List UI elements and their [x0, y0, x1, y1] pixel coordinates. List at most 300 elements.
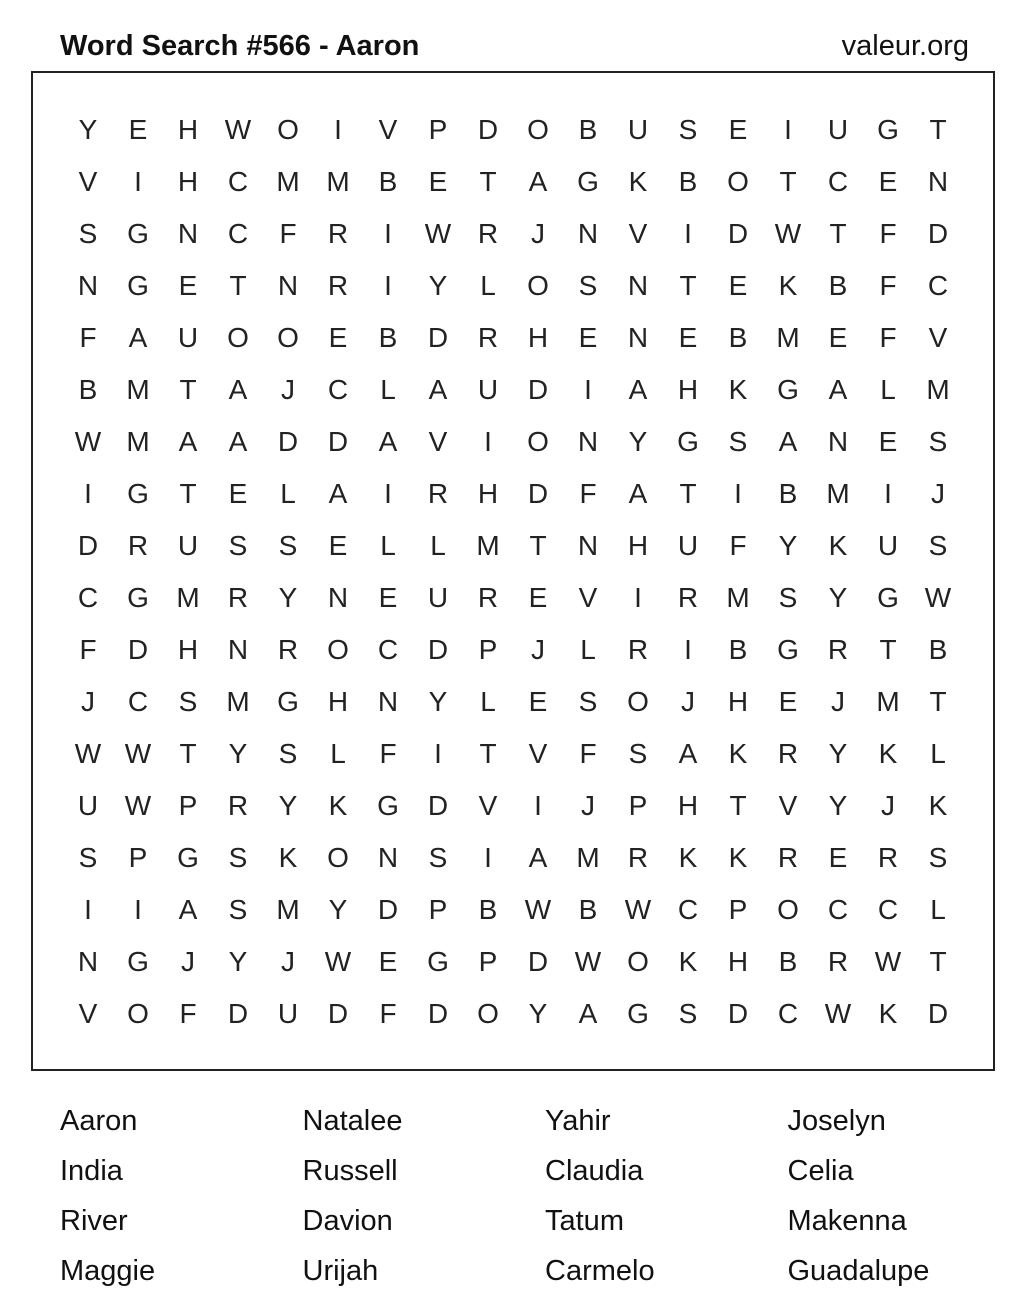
grid-letter: E: [178, 270, 198, 301]
grid-letter: P: [628, 790, 648, 821]
grid-letter: F: [379, 738, 397, 769]
grid-letter: T: [529, 530, 547, 561]
grid-letter: I: [634, 582, 642, 613]
grid-letter: R: [327, 270, 349, 301]
grid-letter: J: [531, 218, 545, 249]
grid-letter: G: [677, 426, 699, 457]
grid-letter: E: [528, 582, 548, 613]
grid-letter: G: [577, 166, 599, 197]
grid-letter: J: [931, 478, 945, 509]
grid-letter: E: [878, 426, 898, 457]
grid-letter: E: [878, 166, 898, 197]
grid-letter: L: [480, 686, 496, 717]
grid-letter: G: [777, 374, 799, 405]
word-list-item: Tatum: [545, 1205, 624, 1237]
grid-letter: S: [928, 426, 948, 457]
grid-letter: G: [427, 946, 449, 977]
grid-letter: S: [228, 842, 248, 873]
grid-letter: P: [428, 894, 448, 925]
grid-letter: O: [627, 946, 649, 977]
grid-letter: S: [678, 114, 698, 145]
grid-letter: L: [380, 374, 396, 405]
grid-letter: C: [877, 894, 899, 925]
word-list-item: India: [60, 1155, 123, 1187]
grid-letter: I: [784, 114, 792, 145]
grid-letter: U: [627, 114, 649, 145]
grid-letter: L: [430, 530, 446, 561]
grid-letter: G: [127, 218, 149, 249]
grid-letter: T: [929, 946, 947, 977]
grid-letter: G: [627, 998, 649, 1029]
grid-letter: N: [77, 946, 99, 977]
grid-letter: I: [134, 894, 142, 925]
word-list-item: Makenna: [787, 1205, 907, 1237]
grid-letter: E: [828, 322, 848, 353]
grid-letter: M: [276, 166, 300, 197]
grid-letter: W: [324, 946, 352, 977]
grid-letter: K: [728, 842, 748, 873]
grid-letter: F: [279, 218, 297, 249]
grid-letter: T: [179, 374, 197, 405]
grid-letter: M: [576, 842, 600, 873]
grid-letter: H: [327, 686, 349, 717]
grid-letter: C: [227, 218, 249, 249]
grid-letter: E: [128, 114, 148, 145]
grid-letter: U: [427, 582, 449, 613]
grid-letter: C: [127, 686, 149, 717]
grid-letter: L: [480, 270, 496, 301]
grid-letter: E: [378, 946, 398, 977]
grid-letter: J: [581, 790, 595, 821]
grid-letter: E: [828, 842, 848, 873]
grid-letter: E: [328, 322, 348, 353]
grid-letter: M: [826, 478, 850, 509]
grid-letter: D: [527, 374, 549, 405]
grid-letter: R: [427, 478, 449, 509]
grid-letter: V: [528, 738, 548, 769]
grid-letter: D: [427, 998, 449, 1029]
grid-letter: F: [579, 738, 597, 769]
grid-letter: N: [177, 218, 199, 249]
grid-letter: I: [734, 478, 742, 509]
grid-letter: T: [479, 166, 497, 197]
grid-letter: J: [531, 634, 545, 665]
grid-letter: E: [678, 322, 698, 353]
grid-letter: U: [877, 530, 899, 561]
grid-letter: G: [777, 634, 799, 665]
grid-letter: H: [527, 322, 549, 353]
grid-letter: V: [578, 582, 598, 613]
word-list-item: Guadalupe: [787, 1255, 930, 1287]
grid-letter: M: [126, 426, 150, 457]
grid-letter: G: [877, 114, 899, 145]
grid-letter: Y: [328, 894, 348, 925]
grid-letter: J: [881, 790, 895, 821]
grid-letter: A: [528, 842, 548, 873]
word-list-item: Russell: [302, 1155, 398, 1187]
grid-letter: W: [524, 894, 552, 925]
grid-letter: S: [928, 530, 948, 561]
grid-letter: W: [224, 114, 252, 145]
grid-letter: L: [580, 634, 596, 665]
grid-letter: B: [728, 634, 748, 665]
grid-letter: S: [778, 582, 798, 613]
grid-letter: D: [327, 998, 349, 1029]
grid-letter: C: [777, 998, 799, 1029]
grid-letter: W: [74, 426, 102, 457]
grid-letter: J: [281, 946, 295, 977]
grid-letter: T: [179, 738, 197, 769]
grid-letter: H: [477, 478, 499, 509]
grid-letter: D: [327, 426, 349, 457]
grid-letter: S: [578, 686, 598, 717]
grid-letter: J: [281, 374, 295, 405]
grid-letter: G: [127, 270, 149, 301]
grid-letter: M: [876, 686, 900, 717]
grid-letter: M: [926, 374, 950, 405]
grid-letter: K: [878, 738, 898, 769]
grid-letter: A: [528, 166, 548, 197]
grid-letter: K: [328, 790, 348, 821]
grid-letter: K: [728, 374, 748, 405]
grid-letter: W: [574, 946, 602, 977]
grid-letter: I: [434, 738, 442, 769]
grid-letter: G: [127, 946, 149, 977]
grid-letter: E: [378, 582, 398, 613]
grid-letter: D: [527, 478, 549, 509]
grid-letter: T: [229, 270, 247, 301]
grid-letter: M: [176, 582, 200, 613]
grid-letter: H: [177, 166, 199, 197]
grid-letter: B: [678, 166, 698, 197]
grid-letter: N: [927, 166, 949, 197]
grid-letter: J: [181, 946, 195, 977]
grid-letter: Y: [828, 790, 848, 821]
grid-letter: O: [477, 998, 499, 1029]
grid-letter: C: [677, 894, 699, 925]
grid-letter: R: [477, 218, 499, 249]
grid-letter: Y: [78, 114, 98, 145]
grid-letter: P: [428, 114, 448, 145]
grid-letter: S: [578, 270, 598, 301]
grid-letter: U: [827, 114, 849, 145]
grid-letter: F: [79, 322, 97, 353]
grid-letter: O: [727, 166, 749, 197]
grid-letter: T: [479, 738, 497, 769]
grid-letter: W: [124, 790, 152, 821]
grid-letter: I: [384, 218, 392, 249]
grid-letter: I: [584, 374, 592, 405]
grid-letter: D: [227, 998, 249, 1029]
grid-letter: M: [226, 686, 250, 717]
grid-letter: S: [228, 530, 248, 561]
grid-letter: Y: [228, 946, 248, 977]
grid-letter: T: [929, 114, 947, 145]
grid-letter: H: [677, 374, 699, 405]
grid-letter: D: [927, 998, 949, 1029]
grid-letter: H: [727, 946, 749, 977]
grid-letter: R: [777, 842, 799, 873]
grid-letter: A: [628, 374, 648, 405]
grid-letter: V: [628, 218, 648, 249]
grid-letter: L: [380, 530, 396, 561]
grid-letter: R: [627, 842, 649, 873]
grid-letter: A: [178, 894, 198, 925]
grid-letter: D: [477, 114, 499, 145]
grid-letter: M: [126, 374, 150, 405]
grid-letter: R: [327, 218, 349, 249]
grid-letter: D: [727, 998, 749, 1029]
grid-letter: N: [227, 634, 249, 665]
grid-letter: W: [874, 946, 902, 977]
grid-letter: E: [728, 270, 748, 301]
grid-letter: T: [679, 270, 697, 301]
grid-letter: R: [227, 582, 249, 613]
grid-letter: A: [128, 322, 148, 353]
grid-letter: L: [880, 374, 896, 405]
letter-grid: [63, 104, 963, 1040]
grid-letter: D: [127, 634, 149, 665]
grid-letter: O: [327, 842, 349, 873]
grid-letter: U: [177, 530, 199, 561]
grid-letter: R: [277, 634, 299, 665]
word-list-item: Joselyn: [787, 1105, 886, 1137]
grid-letter: R: [627, 634, 649, 665]
grid-letter: B: [378, 322, 398, 353]
grid-letter: D: [277, 426, 299, 457]
grid-letter: I: [484, 426, 492, 457]
grid-letter: G: [277, 686, 299, 717]
grid-letter: W: [74, 738, 102, 769]
grid-letter: W: [624, 894, 652, 925]
grid-letter: O: [527, 270, 549, 301]
grid-letter: C: [77, 582, 99, 613]
grid-letter: S: [228, 894, 248, 925]
grid-letter: R: [127, 530, 149, 561]
grid-letter: E: [428, 166, 448, 197]
grid-letter: W: [824, 998, 852, 1029]
grid-letter: T: [679, 478, 697, 509]
grid-letter: N: [327, 582, 349, 613]
grid-letter: V: [478, 790, 498, 821]
grid-letter: O: [277, 322, 299, 353]
grid-letter: K: [278, 842, 298, 873]
grid-letter: A: [778, 426, 798, 457]
grid-letter: H: [677, 790, 699, 821]
grid-letter: A: [628, 478, 648, 509]
grid-letter: H: [727, 686, 749, 717]
grid-letter: Y: [628, 426, 648, 457]
grid-letter: B: [728, 322, 748, 353]
grid-letter: J: [831, 686, 845, 717]
grid-letter: L: [330, 738, 346, 769]
grid-letter: A: [228, 426, 248, 457]
grid-letter: K: [778, 270, 798, 301]
grid-letter: K: [878, 998, 898, 1029]
grid-letter: D: [427, 790, 449, 821]
grid-letter: O: [277, 114, 299, 145]
grid-letter: E: [778, 686, 798, 717]
grid-letter: A: [828, 374, 848, 405]
grid-letter: T: [779, 166, 797, 197]
grid-letter: E: [578, 322, 598, 353]
grid-letter: F: [579, 478, 597, 509]
grid-letter: O: [127, 998, 149, 1029]
grid-letter: H: [627, 530, 649, 561]
grid-letter: N: [377, 842, 399, 873]
grid-letter: A: [578, 998, 598, 1029]
grid-letter: M: [276, 894, 300, 925]
grid-letter: I: [84, 894, 92, 925]
grid-letter: K: [678, 946, 698, 977]
grid-letter: F: [379, 998, 397, 1029]
grid-letter: L: [930, 894, 946, 925]
grid-letter: B: [378, 166, 398, 197]
word-list-item: Natalee: [302, 1105, 403, 1137]
grid-letter: K: [728, 738, 748, 769]
grid-letter: S: [178, 686, 198, 717]
grid-letter: U: [177, 322, 199, 353]
grid-letter: H: [177, 634, 199, 665]
grid-letter: V: [778, 790, 798, 821]
grid-letter: Y: [278, 582, 298, 613]
grid-letter: L: [280, 478, 296, 509]
grid-letter: S: [928, 842, 948, 873]
grid-letter: O: [327, 634, 349, 665]
grid-letter: R: [827, 634, 849, 665]
grid-letter: S: [78, 218, 98, 249]
grid-letter: D: [427, 322, 449, 353]
grid-letter: F: [879, 218, 897, 249]
grid-letter: C: [227, 166, 249, 197]
grid-letter: T: [929, 686, 947, 717]
puzzle-title: Word Search #566 - Aaron: [60, 30, 420, 62]
grid-letter: N: [627, 270, 649, 301]
grid-letter: A: [228, 374, 248, 405]
grid-letter: F: [79, 634, 97, 665]
grid-letter: C: [327, 374, 349, 405]
grid-letter: S: [728, 426, 748, 457]
grid-letter: I: [484, 842, 492, 873]
grid-letter: K: [928, 790, 948, 821]
grid-letter: G: [127, 478, 149, 509]
grid-letter: N: [277, 270, 299, 301]
grid-letter: E: [528, 686, 548, 717]
grid-letter: W: [924, 582, 952, 613]
grid-letter: N: [577, 426, 599, 457]
grid-letter: A: [178, 426, 198, 457]
grid-letter: I: [884, 478, 892, 509]
grid-letter: O: [627, 686, 649, 717]
grid-letter: C: [827, 894, 849, 925]
grid-letter: T: [879, 634, 897, 665]
word-list-item: Celia: [787, 1155, 854, 1187]
grid-letter: B: [578, 114, 598, 145]
grid-letter: B: [778, 478, 798, 509]
grid-letter: K: [678, 842, 698, 873]
grid-letter: A: [678, 738, 698, 769]
grid-letter: O: [527, 114, 549, 145]
grid-letter: F: [729, 530, 747, 561]
grid-letter: M: [726, 582, 750, 613]
grid-letter: N: [627, 322, 649, 353]
grid-letter: A: [378, 426, 398, 457]
grid-letter: U: [277, 998, 299, 1029]
grid-letter: J: [681, 686, 695, 717]
grid-letter: M: [326, 166, 350, 197]
grid-letter: B: [778, 946, 798, 977]
grid-letter: R: [827, 946, 849, 977]
grid-letter: E: [328, 530, 348, 561]
word-list-item: Aaron: [60, 1105, 138, 1137]
grid-letter: V: [928, 322, 948, 353]
grid-letter: B: [578, 894, 598, 925]
grid-letter: H: [177, 114, 199, 145]
grid-letter: C: [827, 166, 849, 197]
grid-letter: I: [534, 790, 542, 821]
grid-letter: O: [527, 426, 549, 457]
grid-letter: E: [728, 114, 748, 145]
grid-letter: U: [477, 374, 499, 405]
grid-letter: C: [927, 270, 949, 301]
grid-letter: U: [77, 790, 99, 821]
grid-letter: B: [478, 894, 498, 925]
grid-letter: I: [384, 478, 392, 509]
word-list-item: Claudia: [545, 1155, 644, 1187]
grid-letter: L: [930, 738, 946, 769]
grid-letter: R: [227, 790, 249, 821]
grid-letter: O: [777, 894, 799, 925]
grid-letter: K: [628, 166, 648, 197]
grid-letter: Y: [278, 790, 298, 821]
grid-letter: R: [477, 582, 499, 613]
grid-letter: Y: [228, 738, 248, 769]
grid-letter: S: [78, 842, 98, 873]
grid-letter: N: [377, 686, 399, 717]
grid-letter: S: [278, 738, 298, 769]
grid-letter: T: [729, 790, 747, 821]
grid-letter: G: [177, 842, 199, 873]
grid-letter: B: [828, 270, 848, 301]
grid-letter: R: [477, 322, 499, 353]
grid-letter: F: [879, 322, 897, 353]
grid-letter: I: [384, 270, 392, 301]
word-list-item: Carmelo: [545, 1255, 655, 1287]
grid-letter: S: [278, 530, 298, 561]
grid-letter: Y: [428, 270, 448, 301]
grid-letter: O: [227, 322, 249, 353]
word-list-item: Davion: [302, 1205, 393, 1237]
grid-letter: P: [178, 790, 198, 821]
grid-letter: F: [879, 270, 897, 301]
grid-letter: E: [228, 478, 248, 509]
word-list-item: Urijah: [302, 1255, 379, 1287]
grid-letter: B: [78, 374, 98, 405]
grid-letter: G: [127, 582, 149, 613]
grid-letter: P: [128, 842, 148, 873]
grid-letter: T: [829, 218, 847, 249]
word-list-item: River: [60, 1205, 128, 1237]
grid-letter: D: [427, 634, 449, 665]
grid-letter: D: [527, 946, 549, 977]
grid-letter: Y: [778, 530, 798, 561]
grid-letter: W: [774, 218, 802, 249]
site-name: valeur.org: [841, 30, 969, 62]
grid-letter: S: [678, 998, 698, 1029]
grid-letter: M: [476, 530, 500, 561]
grid-letter: Y: [828, 738, 848, 769]
grid-letter: R: [677, 582, 699, 613]
